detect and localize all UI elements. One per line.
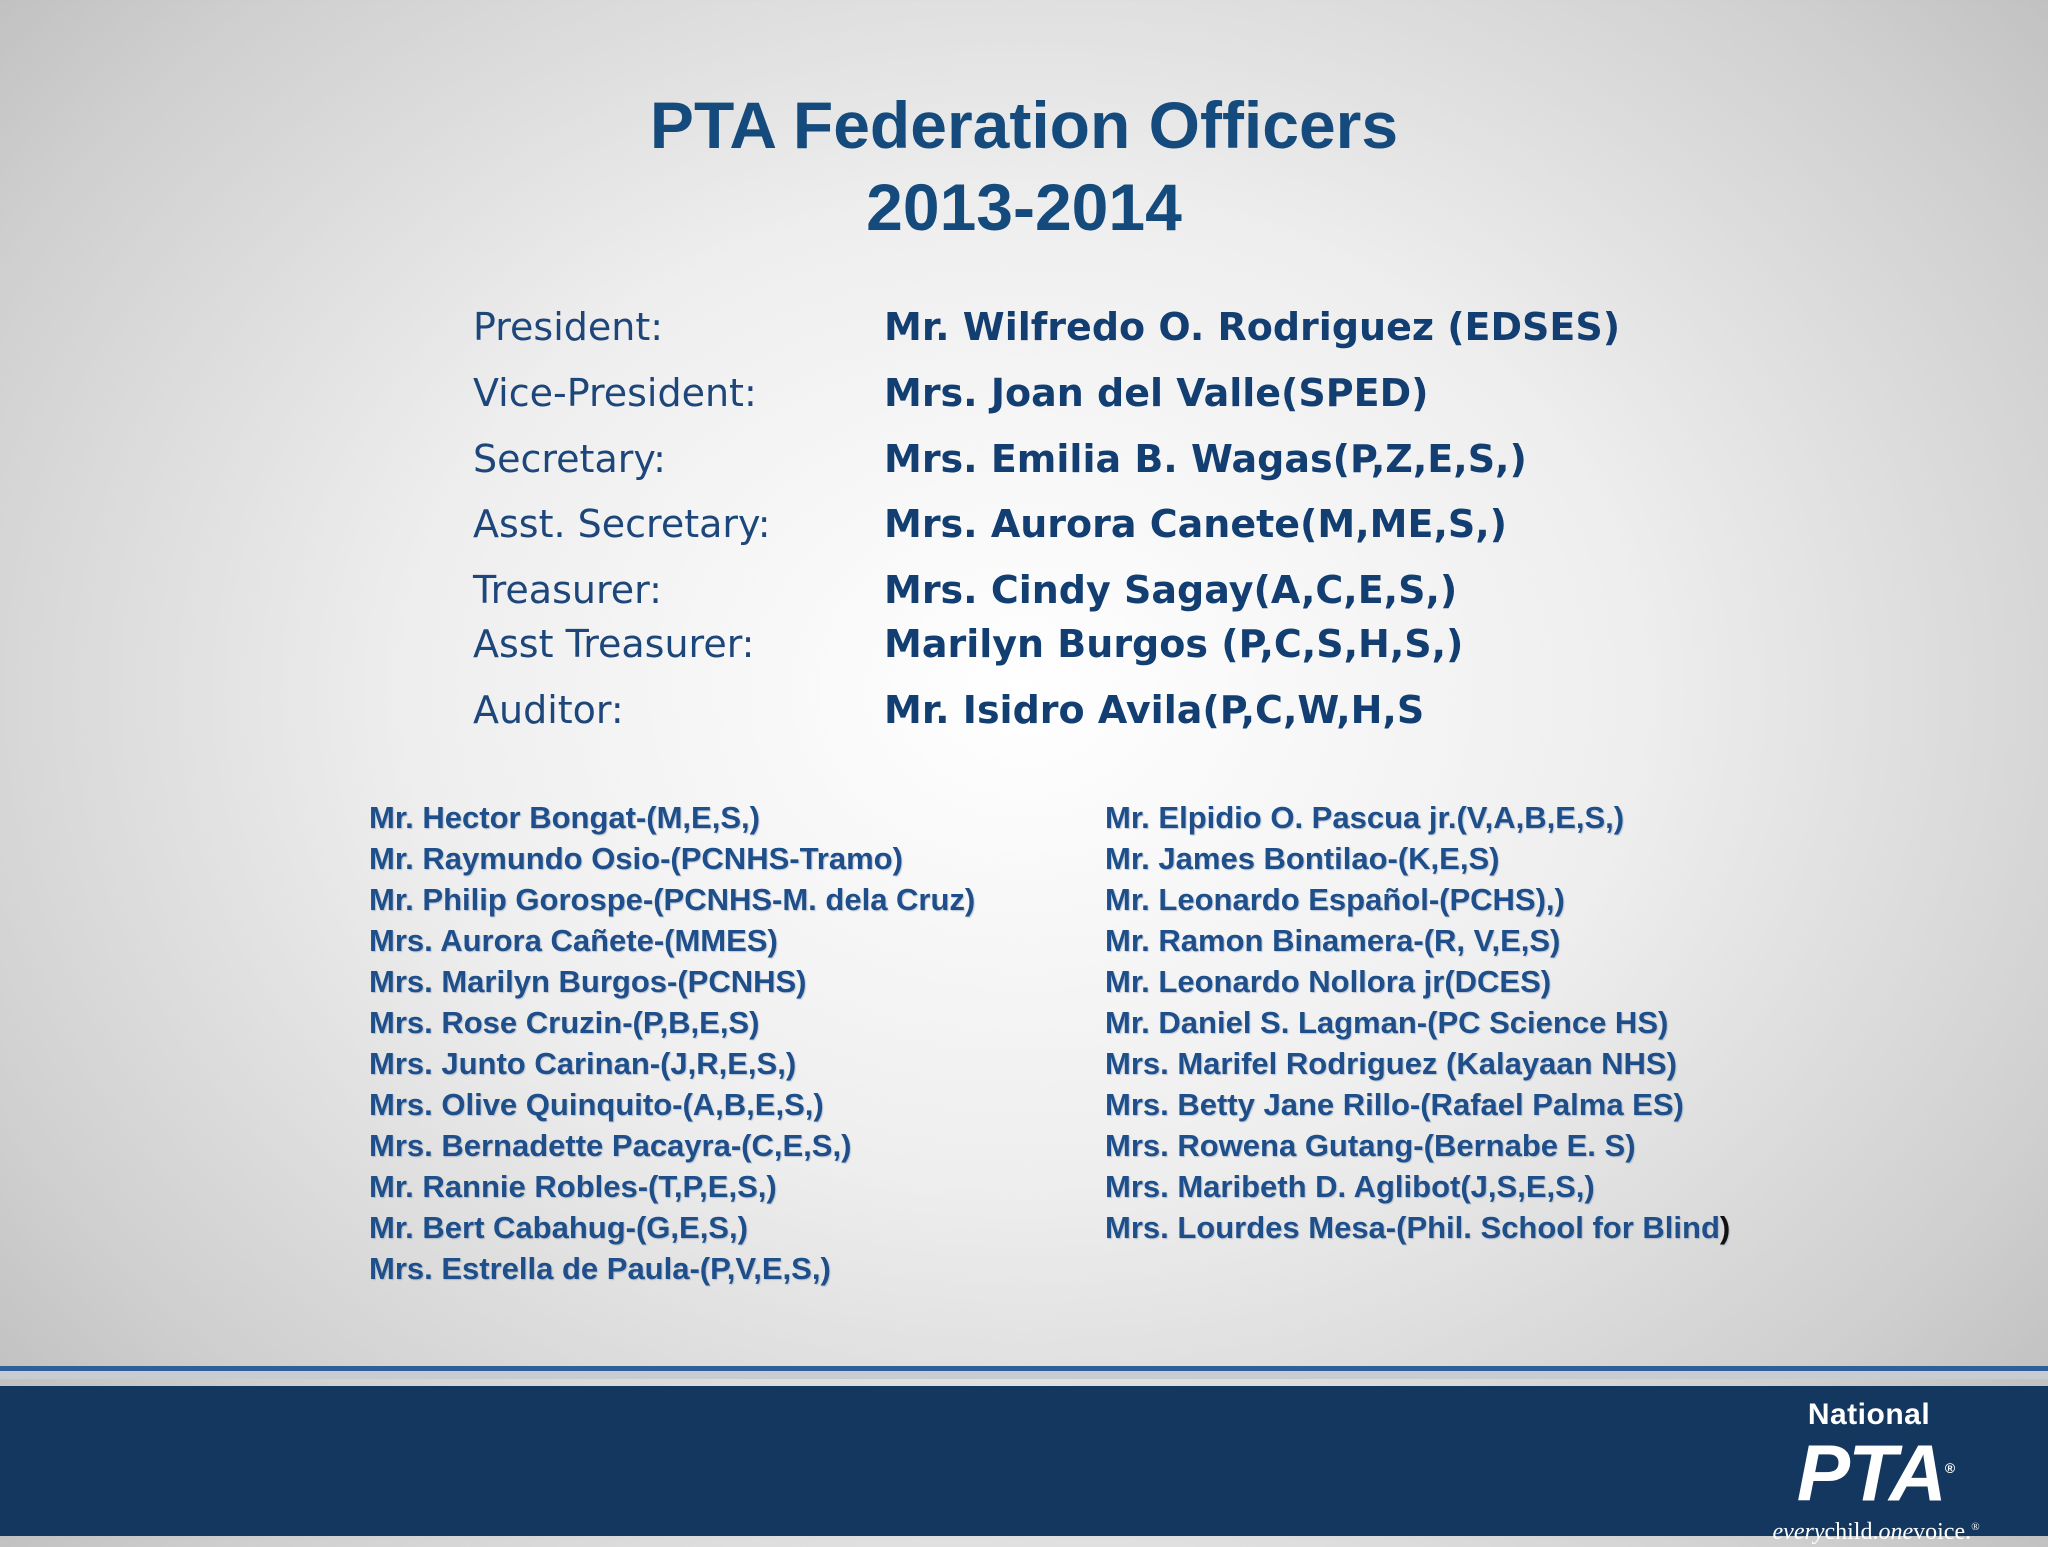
list-item: Mr. Philip Gorospe-(PCNHS-M. dela Cruz) bbox=[369, 882, 976, 917]
members-list-left bbox=[369, 797, 975, 1289]
national-pta-logo bbox=[1754, 1398, 1984, 1547]
officer-name: Mr. Isidro Avila(P,C,W,H,S bbox=[884, 688, 1425, 732]
list-item: Mrs. Bernadette Pacayra-(C,E,S,) bbox=[369, 1128, 852, 1163]
list-item: Mrs. Marilyn Burgos-(PCNHS) bbox=[369, 964, 807, 999]
officer-row-asst-secretary bbox=[473, 502, 1773, 562]
list-item: Mr. Bert Cabahug-(G,E,S,) bbox=[369, 1210, 748, 1245]
list-item: Mrs. Marifel Rodriguez (Kalayaan NHS) bbox=[1105, 1046, 1677, 1081]
list-item: Mr. Rannie Robles-(T,P,E,S,) bbox=[369, 1169, 777, 1204]
list-item: Mrs. Rose Cruzin-(P,B,E,S) bbox=[369, 1005, 760, 1040]
list-item: Mrs. Rowena Gutang-(Bernabe E. S) bbox=[1105, 1128, 1636, 1163]
list-item: Mrs. Aurora Cañete-(MMES) bbox=[369, 923, 778, 958]
list-item bbox=[1105, 1207, 1730, 1248]
officer-name: Mrs. Cindy Sagay(A,C,E,S,) bbox=[884, 568, 1458, 612]
list-item: Mr. Leonardo Nollora jr(DCES) bbox=[1105, 964, 1552, 999]
officer-name: Mr. Wilfredo O. Rodriguez (EDSES) bbox=[884, 305, 1621, 349]
officer-role: Treasurer: bbox=[473, 568, 662, 612]
footer-bar bbox=[0, 1386, 2048, 1545]
title-line-2: 2013-2014 bbox=[866, 170, 1182, 244]
title-line-1: PTA Federation Officers bbox=[649, 88, 1399, 162]
officer-name: Mrs. Aurora Canete(M,ME,S,) bbox=[884, 502, 1508, 546]
officer-role: Secretary: bbox=[473, 437, 666, 481]
list-item: Mr. Daniel S. Lagman-(PC Science HS) bbox=[1105, 1005, 1669, 1040]
tagline-one: one bbox=[1878, 1518, 1914, 1545]
officer-row-vice-president bbox=[473, 371, 1773, 431]
officer-row-auditor bbox=[473, 688, 1773, 748]
list-item: Mrs. Maribeth D. Aglibot(J,S,E,S,) bbox=[1105, 1169, 1595, 1204]
tagline-child: child. bbox=[1824, 1518, 1879, 1545]
list-item: Mr. James Bontilao-(K,E,S) bbox=[1105, 841, 1500, 876]
officer-row-asst-treasurer bbox=[473, 622, 1773, 682]
list-item: Mr. Leonardo Español-(PCHS),) bbox=[1105, 882, 1565, 917]
officer-row-president bbox=[473, 305, 1773, 365]
officer-role: Asst. Secretary: bbox=[473, 502, 771, 546]
logo-national-text: National bbox=[1807, 1398, 1931, 1431]
slide-title bbox=[0, 84, 2048, 248]
officer-role: President: bbox=[473, 305, 664, 349]
list-item: Mrs. Betty Jane Rillo-(Rafael Palma ES) bbox=[1105, 1087, 1684, 1122]
officer-name: Mrs. Joan del Valle(SPED) bbox=[884, 371, 1429, 415]
logo-pta-text: PTA bbox=[1796, 1428, 1945, 1518]
tagline-every: every bbox=[1772, 1518, 1825, 1545]
members-list-right bbox=[1105, 797, 1730, 1248]
logo-tagline bbox=[1768, 1512, 1984, 1547]
officer-role: Asst Treasurer: bbox=[473, 622, 755, 666]
logo-pta-wordmark bbox=[1766, 1428, 1984, 1518]
officer-name: Mrs. Emilia B. Wagas(P,Z,E,S,) bbox=[884, 437, 1527, 481]
officer-role: Vice-President: bbox=[473, 371, 757, 415]
logo-registered-mark: ® bbox=[1944, 1460, 1954, 1476]
footer-divider-band bbox=[0, 1371, 2048, 1379]
tagline-voice: voice. bbox=[1913, 1518, 1972, 1545]
list-item: Mrs. Estrella de Paula-(P,V,E,S,) bbox=[369, 1251, 831, 1286]
officer-row-secretary bbox=[473, 437, 1773, 497]
tagline-registered-mark: ® bbox=[1971, 1520, 1980, 1533]
list-item: Mr. Raymundo Osio-(PCNHS-Tramo) bbox=[369, 841, 903, 876]
officer-row-treasurer bbox=[473, 568, 1773, 628]
list-item: Mrs. Olive Quinquito-(A,B,E,S,) bbox=[369, 1087, 824, 1122]
list-item: Mr. Elpidio O. Pascua jr.(V,A,B,E,S,) bbox=[1105, 800, 1625, 835]
officer-name: Marilyn Burgos (P,C,S,H,S,) bbox=[884, 622, 1464, 666]
member-closing-paren: ) bbox=[1719, 1210, 1731, 1245]
list-item: Mr. Hector Bongat-(M,E,S,) bbox=[369, 800, 760, 835]
member-text: Mrs. Lourdes Mesa-(Phil. School for Blind bbox=[1105, 1210, 1720, 1245]
list-item: Mrs. Junto Carinan-(J,R,E,S,) bbox=[369, 1046, 797, 1081]
officer-role: Auditor: bbox=[473, 688, 624, 732]
list-item: Mr. Ramon Binamera-(R, V,E,S) bbox=[1105, 923, 1561, 958]
